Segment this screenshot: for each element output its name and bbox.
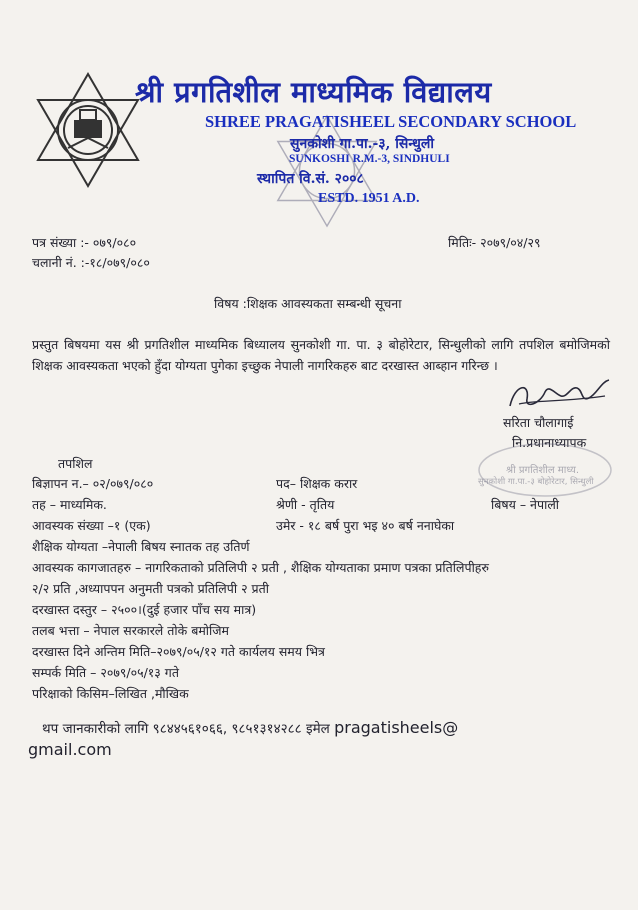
- qualification: शैक्षिक योग्यता –नेपाली बिषय स्नातक तह उतिर्ण: [32, 539, 250, 554]
- signatory-name: सरिता चौलागाई: [503, 415, 574, 430]
- email-part2[interactable]: gmail.com: [28, 740, 112, 759]
- signature-icon: [505, 374, 615, 414]
- established-english: ESTD. 1951 A.D.: [318, 191, 420, 206]
- reference-number: पत्र संख्या :- ०७९/०८०: [32, 235, 137, 250]
- post-type: पद– शिक्षक करार: [276, 476, 358, 491]
- application-fee: दरखास्त दस्तुर – २५००।(दुई हजार पाँच सय मात्र): [32, 602, 257, 617]
- exam-type: परिक्षाको किसिम–लिखित ,मौखिक: [32, 686, 189, 701]
- contact-text: थप जानकारीको लागि ९८४४५६१०६६, ९८५१३१४२८८ इमेल: [42, 721, 335, 737]
- address-english: SUNKOSHI R.M.-3, SINDHULI: [289, 153, 450, 165]
- signatory-title: नि.प्रधानाध्यापक: [512, 435, 587, 450]
- letter-date: मितिः- २०७९/०४/२९: [448, 235, 541, 250]
- deadline: दरखास्त दिने अन्तिम मिति–२०७९/०५/१२ गते कार्यलय समय भित्र: [32, 644, 325, 659]
- school-emblem-icon: [28, 70, 148, 190]
- stamp-text-line1: श्री प्रगतिशील माध्य.: [506, 465, 580, 476]
- school-name-english: SHREE PRAGATISHEEL SECONDARY SCHOOL: [205, 112, 577, 131]
- notice-number: बिज्ञापन न.– ०२/०७९/०८०: [32, 476, 154, 491]
- required-count: आवस्यक संख्या –१ (एक): [32, 518, 151, 533]
- dispatch-number: चलानी नं. :-१८/०७९/०८०: [32, 255, 150, 270]
- salary: तलब भत्ता – नेपाल सरकारले तोके बमोजिम: [32, 623, 230, 638]
- contact-date: सम्पर्क मिति – २०७९/०५/१३ गते: [32, 665, 179, 680]
- contact-info: [42, 718, 458, 737]
- letter-subject: विषय :शिक्षक आवस्यकता सम्बन्धी सूचना: [214, 296, 402, 311]
- body-paragraph: प्रस्तुत बिषयमा यस श्री प्रगतिशील माध्यमिक बिध्यालय सुनकोशी गा. पा. ३ बोहोरेटार, सिन्धुलीको लागि तपशिल बमोजिमको शिक्षक आवस्यकता भएको हुँदा योग्यता पुगेका इच्छुक नेपाली नागरिकहरु बाट दरखास्त आब्हान गरिन्छ ।: [32, 337, 610, 373]
- documents-line2: २/२ प्रति ,अध्यापपन अनुमती पत्रको प्रतिलिपी २ प्रती: [32, 581, 270, 596]
- details-heading: तपशिल: [58, 456, 93, 471]
- established-nepali: स्थापित वि.सं. २००८: [257, 171, 364, 187]
- email-part1[interactable]: pragatisheels@: [334, 718, 459, 737]
- teaching-subject: बिषय – नेपाली: [491, 497, 560, 512]
- level: तह – माध्यमिक.: [32, 497, 107, 512]
- stamp-text-line2: सुनकोशी गा.पा.-३ बोहोरेटार, सिन्धुली: [478, 477, 594, 487]
- school-name-nepali: श्री प्रगतिशील माध्यमिक विद्यालय: [135, 75, 492, 109]
- grade: श्रेणी - तृतिय: [276, 497, 335, 512]
- age-requirement: उमेर - १८ बर्ष पुरा भइ ४० बर्ष ननाघेका: [276, 518, 455, 533]
- address-nepali: सुनकोशी गा.पा.-३, सिन्धुली: [290, 136, 435, 152]
- documents-line1: आवस्यक कागजातहरु – नागरिकताको प्रतिलिपी २ प्रती , शैक्षिक योग्यताका प्रमाण पत्रका प्रतिलिपीहरु: [32, 560, 489, 575]
